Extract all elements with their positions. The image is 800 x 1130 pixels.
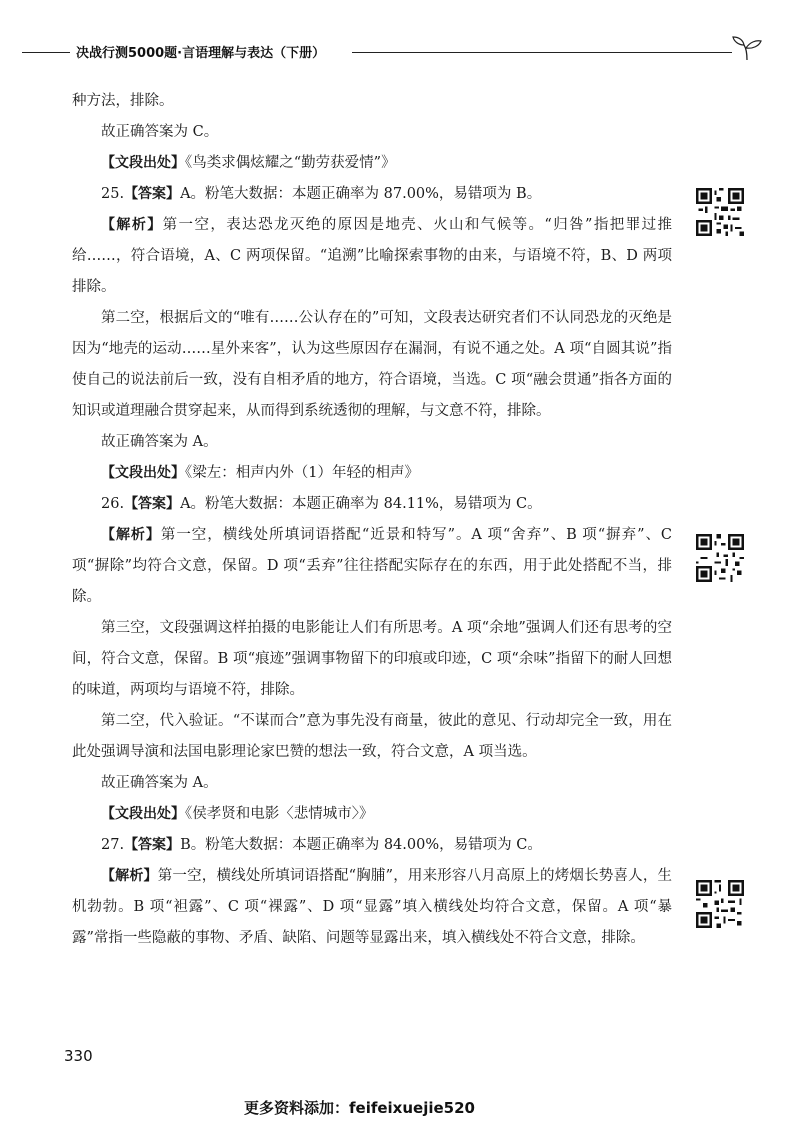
- answer-label: 【答案】: [124, 837, 181, 853]
- qr-code-icon[interactable]: [696, 534, 744, 582]
- analysis-label: 【解析】: [101, 868, 158, 884]
- answer-label: 【答案】: [124, 186, 181, 202]
- answer-line: [72, 489, 672, 520]
- source-label: 【文段出处】: [101, 806, 185, 822]
- answer-label: 【答案】: [124, 496, 181, 512]
- source-label: 【文段出处】: [101, 465, 185, 481]
- answer-text: B。粉笔大数据：本题正确率为 84.00%，易错项为 C。: [180, 837, 542, 853]
- paragraph: [72, 303, 672, 427]
- analysis-text: 第一空，横线处所填词语搭配“近景和特写”。A 项“舍弃”、B 项“摒弃”、C 项“摒除”均符合文意，保留。D 项“丢弃”往往搭配实际存在的东西，用于此处搭配不当，排除。: [72, 527, 672, 605]
- source-line: [72, 458, 672, 489]
- source-line: [72, 799, 672, 830]
- question-number: 27.: [101, 837, 125, 853]
- text: 第二空，代入验证。“不谋而合”意为事先没有商量，彼此的意见、行动却完全一致，用在此处强调导演和法国电影理论家巴赞的想法一致，符合文意，A 项当选。: [72, 713, 672, 760]
- analysis-paragraph: [72, 861, 672, 954]
- qr-code-icon[interactable]: [696, 188, 744, 236]
- page-number: 330: [64, 1047, 93, 1065]
- text: 第二空，根据后文的“唯有……公认存在的”可知，文段表达研究者们不认同恐龙的灭绝是因为“地壳的运动……星外来客”，认为这些原因存在漏洞，有说不通之处。A 项“自圆其说”指使自己的说法前后一致，没有自相矛盾的地方，符合语境，当选。C 项“融会贯通”指各方面的知识或道理融合贯穿起来，从而得到系统透彻的理解，与文意不符，排除。: [72, 310, 672, 419]
- paragraph: [72, 117, 672, 148]
- text: 故正确答案为 A。: [101, 775, 218, 791]
- answer-text: A。粉笔大数据：本题正确率为 87.00%，易错项为 B。: [180, 186, 542, 202]
- text: 故正确答案为 A。: [101, 434, 218, 450]
- question-number: 25.: [101, 186, 125, 202]
- header-rule-right: [352, 52, 732, 53]
- page-body: [72, 86, 672, 954]
- paragraph: [72, 706, 672, 768]
- paragraph: [72, 86, 672, 117]
- answer-text: A。粉笔大数据：本题正确率为 84.11%，易错项为 C。: [180, 496, 542, 512]
- footer-note: 更多资料添加：feifeixuejie520: [244, 1099, 475, 1117]
- header-rule-left: [22, 52, 70, 53]
- running-header: [0, 36, 800, 66]
- qr-code-icon[interactable]: [696, 880, 744, 928]
- source-label: 【文段出处】: [101, 155, 185, 171]
- analysis-paragraph: [72, 520, 672, 613]
- answer-line: [72, 830, 672, 861]
- paragraph: [72, 427, 672, 458]
- source-title: 《鸟类求偶炫耀之“勤劳获爱情”》: [185, 155, 396, 171]
- answer-line: [72, 179, 672, 210]
- analysis-text: 第一空，横线处所填词语搭配“胸脯”，用来形容八月高原上的烤烟长势喜人，生机勃勃。B 项“袒露”、C 项“裸露”、D 项“显露”填入横线处均符合文意，保留。A 项“暴露”常指一些隐蔽的事物、矛盾、缺陷、问题等显露出来，填入横线处不符合文意，排除。: [72, 868, 673, 946]
- analysis-text: 第一空，表达恐龙灭绝的原因是地壳、火山和气候等。“归咎”指把罪过推给……，符合语境，A、C 两项保留。“追溯”比喻探索事物的由来，与语境不符，B、D 两项排除。: [72, 217, 673, 295]
- analysis-paragraph: [72, 210, 672, 303]
- sprout-icon: [730, 36, 764, 62]
- paragraph: [72, 768, 672, 799]
- source-line: [72, 148, 672, 179]
- analysis-label: 【解析】: [101, 527, 161, 543]
- text: 种方法，排除。: [72, 93, 174, 109]
- header-title: 决战行测5000题·言语理解与表达（下册）: [76, 46, 326, 61]
- text: 第三空，文段强调这样拍摄的电影能让人们有所思考。A 项“余地”强调人们还有思考的空间，符合文意，保留。B 项“痕迹”强调事物留下的印痕或印迹，C 项“余味”指留下的耐人回想的味道，两项均与语境不符，排除。: [72, 620, 672, 698]
- source-title: 《侯孝贤和电影〈悲情城市〉》: [185, 806, 374, 822]
- question-number: 26.: [101, 496, 125, 512]
- text: 故正确答案为 C。: [101, 124, 219, 140]
- analysis-label: 【解析】: [101, 217, 163, 233]
- paragraph: [72, 613, 672, 706]
- source-title: 《梁左：相声内外（1）年轻的相声》: [185, 465, 419, 481]
